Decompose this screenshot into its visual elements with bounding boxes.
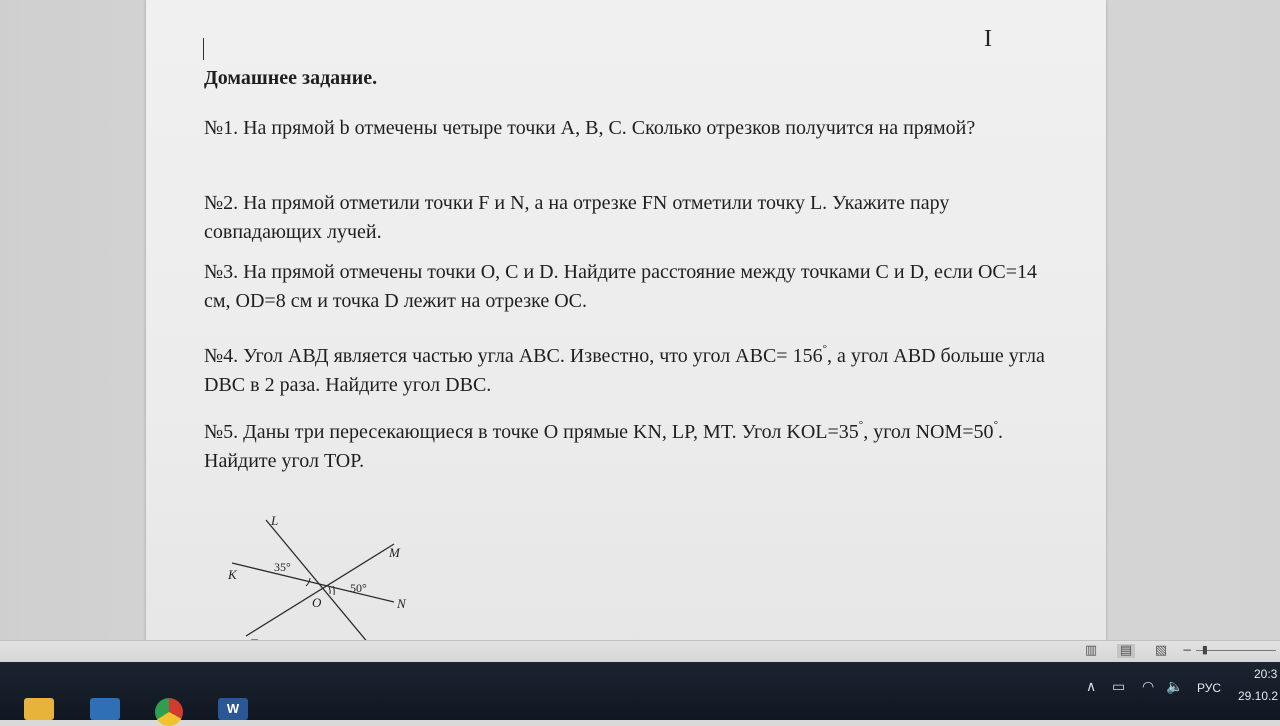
task-4-part-1: №4. Угол АВД является частью угла ABC. Известно, что угол ABC= 156 [204, 345, 823, 367]
label-l: L [271, 513, 279, 528]
zoom-slider[interactable] [1182, 643, 1280, 661]
angle-label-35: 35° [274, 560, 291, 574]
clock-time[interactable]: 20:3 [1254, 667, 1278, 681]
language-indicator[interactable]: РУС [1197, 681, 1222, 695]
homework-title: Домашнее задание. [204, 67, 378, 89]
task-5-part-2: , угол NOM=50 [863, 421, 994, 443]
windows-taskbar [0, 662, 1280, 720]
task-4-part-2: , а угол ABD больше угла DBC в 2 раза. Найдите угол DBC. [204, 345, 1045, 396]
task-1: №1. На прямой b отмечены четыре точки A, B, C. Сколько отрезков получится на прямой? [204, 117, 976, 139]
label-o: O [312, 595, 322, 610]
degree-sign: ° [822, 343, 827, 355]
intersecting-lines-diagram [224, 508, 424, 660]
label-n: N [397, 596, 406, 611]
file-explorer-icon[interactable] [24, 698, 54, 720]
clock-date[interactable]: 29.10.2 [1238, 689, 1279, 703]
angle-arc-nom [329, 587, 330, 594]
wifi-icon[interactable]: ◠ [1142, 679, 1155, 695]
task-4 [204, 335, 1064, 400]
task-5-part-1: №5. Даны три пересекающиеся в точке O прямые KN, LP, MT. Угол KOL=35 [204, 421, 859, 443]
degree-sign: ° [993, 419, 998, 431]
task-5-part-3: . Найдите угол TOP. [204, 421, 1003, 472]
zoom-out-icon[interactable]: − [1182, 643, 1193, 657]
task-3: №3. На прямой отмечены точки O, C и D. Найдите расстояние между точками C и D, если OC=14 см, OD=8 см и точка D лежит на отрезке OC. [204, 261, 1038, 312]
zoom-track[interactable] [1196, 643, 1276, 656]
angle-arc-kol [306, 578, 310, 586]
print-layout-icon[interactable]: ▤ [1117, 644, 1135, 658]
label-k: K [228, 567, 237, 582]
tray-chevron-icon[interactable]: ∧ [1086, 679, 1097, 695]
text-cursor [203, 38, 204, 60]
read-mode-icon[interactable]: ▥ [1084, 643, 1098, 658]
task-2: №2. На прямой отметили точки F и N, а на отрезке FN отметили точку L. Укажите пару совпадающих лучей. [204, 192, 950, 243]
word-app-icon[interactable]: W [218, 698, 248, 720]
calculator-icon[interactable] [90, 698, 120, 720]
task-5 [204, 411, 1064, 476]
degree-sign: ° [858, 419, 864, 431]
chrome-icon[interactable] [155, 698, 183, 726]
ibeam-cursor-icon: I [984, 26, 992, 52]
volume-icon[interactable]: 🔈 [1166, 679, 1184, 695]
battery-icon[interactable]: ▭ [1112, 679, 1126, 695]
zoom-thumb[interactable]: ▮ [1201, 643, 1208, 656]
label-m: M [389, 545, 400, 560]
line-mt [246, 544, 394, 636]
angle-label-50: 50° [350, 581, 367, 595]
word-status-bar [0, 640, 1280, 663]
web-layout-icon[interactable]: ▧ [1154, 643, 1168, 658]
